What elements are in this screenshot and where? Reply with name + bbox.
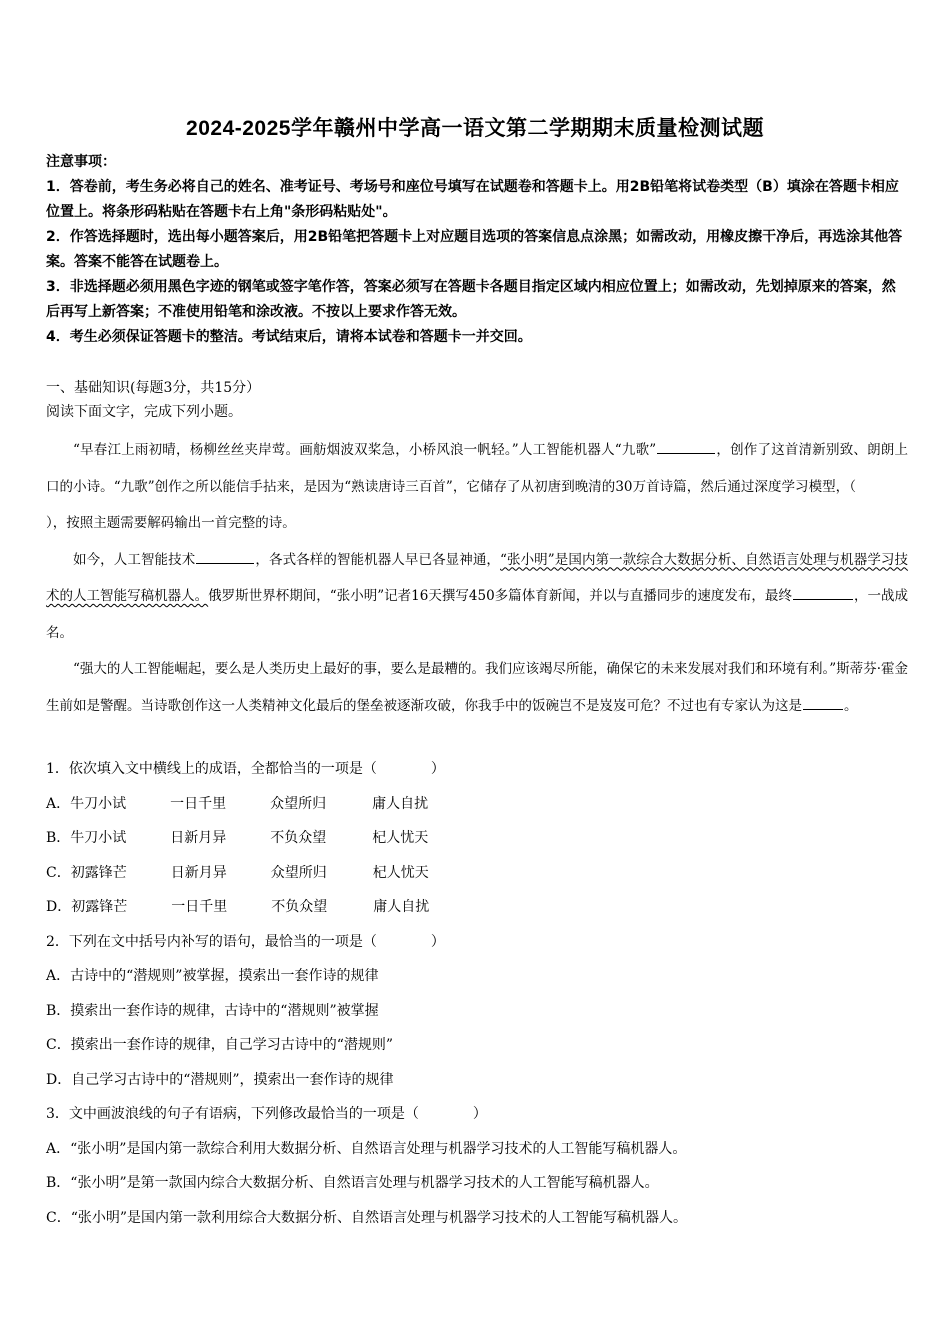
answer-option: A．古诗中的“潜规则”被掌握，摸索出一套作诗的规律 <box>46 968 379 984</box>
question-stem: 3．文中画波浪线的句子有语病，下列修改最恰当的一项是（ ） <box>46 1106 487 1122</box>
answer-option: D．初露锋芒 一日千里 不负众望 庸人自扰 <box>46 899 430 915</box>
question-stem: 1．依次填入文中横线上的成语，全都恰当的一项是（ ） <box>46 761 445 777</box>
section-heading: 一、基础知识(每题3分，共15分） <box>46 380 261 396</box>
fill-blank <box>803 695 843 710</box>
section-header <box>46 376 908 424</box>
answer-option: B．“张小明”是第一款国内综合大数据分析、自然语言处理与机器学习技术的人工智能写稿机器人。 <box>46 1175 659 1191</box>
reading-passage <box>46 432 908 724</box>
section-instruction: 阅读下面文字，完成下列小题。 <box>46 404 242 420</box>
answer-option: C．“张小明”是国内第一款利用综合大数据分析、自然语言处理与机器学习技术的人工智能写稿机器人。 <box>46 1209 688 1226</box>
answer-option: C．摸索出一套作诗的规律，自己学习古诗中的“潜规则” <box>46 1037 394 1053</box>
question-list <box>46 752 908 1235</box>
fill-blank <box>793 585 853 600</box>
page-title: 2024-2025学年赣州中学高一语文第二学期期末质量检测试题 <box>186 117 764 140</box>
fill-blank <box>657 439 715 454</box>
answer-option: D．自己学习古诗中的“潜规则”，摸索出一套作诗的规律 <box>46 1071 394 1088</box>
notice-item: 1．答卷前，考生务必将自己的姓名、准考证号、考场号和座位号填写在试题卷和答题卡上。用2B铅笔将试卷类型（B）填涂在答题卡相应位置上。将条形码粘贴在答题卡右上角"条形码粘贴处"。 <box>46 179 899 220</box>
notice-item: 3．非选择题必须用黑色字迹的钢笔或签字笔作答，答案必须写在答题卡各题目指定区域内相应位置上；如需改动，先划掉原来的答案，然后再写上新答案；不准使用铅笔和涂改液。不按以上要求作答无效。 <box>46 279 896 320</box>
passage-paragraph-3: “强大的人工智能崛起，要么是人类历史上最好的事，要么是最糟的。我们应该竭尽所能，确保它的未来发展对我们和环境有利。”斯蒂芬·霍金生前如是警醒。当诗歌创作这一人类精神文化最后的堡垒被逐渐攻破，你我手中的饭碗岂不是岌岌可危？不过也有专家认为这是 。 <box>46 661 908 714</box>
answer-option: B．牛刀小试 日新月异 不负众望 杞人忧天 <box>46 830 429 846</box>
notice-item: 4．考生必须保证答题卡的整洁。考试结束后，请将本试卷和答题卡一并交回。 <box>46 329 532 345</box>
notice-block <box>46 150 908 350</box>
answer-option: A．牛刀小试 一日千里 众望所归 庸人自扰 <box>46 795 429 812</box>
notice-heading: 注意事项： <box>46 154 116 170</box>
question-stem: 2．下列在文中括号内补写的语句，最恰当的一项是（ ） <box>46 933 445 950</box>
answer-option: B．摸索出一套作诗的规律，古诗中的“潜规则”被掌握 <box>46 1002 379 1019</box>
notice-item: 2．作答选择题时，选出每小题答案后，用2B铅笔把答题卡上对应题目选项的答案信息点涂黑；如需改动，用橡皮擦干净后，再选涂其他答案。答案不能答在试题卷上。 <box>46 229 903 270</box>
passage-paragraph-1: “早春江上雨初晴，杨柳丝丝夹岸莺。画舫烟波双桨急，小桥风浪一帆轻。”人工智能机器人“九歌” ，创作了这首清新别致、朗朗上口的小诗。“九歌”创作之所以能信手拈来，是因为“熟读唐诗三百首”，它储存了从初唐到晚清的30万首诗篇，然后通过深度学习模型，（），按照主题需要解码输出一首完整的诗。 <box>46 432 908 542</box>
answer-option: A．“张小明”是国内第一款综合利用大数据分析、自然语言处理与机器学习技术的人工智能写稿机器人。 <box>46 1140 687 1157</box>
passage-paragraph-2: 如今，人工智能技术 ，各式各样的智能机器人早已各显神通，“张小明”是国内第一款综合大数据分析、自然语言处理与机器学习技术的人工智能写稿机器人。俄罗斯世界杯期间，“张小明”记者16天撰写450多篇体育新闻，并以与直播同步的速度发布，最终 ，一战成名。 <box>46 542 908 652</box>
answer-option: C．初露锋芒 日新月异 众望所归 杞人忧天 <box>46 864 429 881</box>
fill-blank <box>196 549 254 564</box>
wavy-underlined-sentence: “张小明”是国内第一款综合大数据分析、自然语言处理与机器学习技术的人工智能写稿机器人。 <box>46 551 909 604</box>
